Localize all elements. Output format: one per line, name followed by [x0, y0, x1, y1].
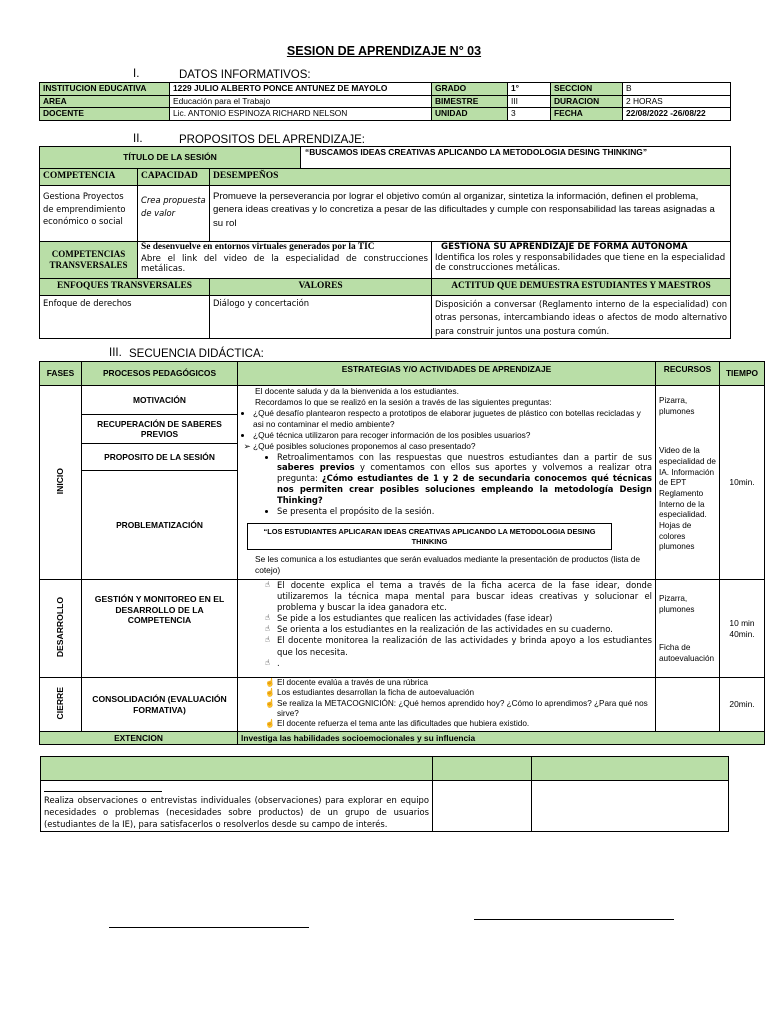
secuencia-table [39, 361, 765, 745]
ie-label: INSTITUCION EDUCATIVA [40, 83, 170, 96]
tic-text: Abre el link del video de la especialidad de construcciones metálicas. [141, 253, 429, 275]
competencia-label: COMPETENCIA [40, 169, 138, 186]
ie-value: 1229 JULIO ALBERTO PONCE ANTUNEZ DE MAYOLO [170, 83, 432, 96]
tiempo-desarrollo: 10 min 40min. [720, 580, 765, 678]
recursos-inicio-1: Pizarra, plumones [659, 396, 695, 416]
enfoque-value: Enfoque de derechos [40, 296, 210, 339]
valor-value: Diálogo y concertación [210, 296, 432, 339]
tiempo-inicio: 10min. [720, 386, 765, 580]
bottom-cell-3 [532, 781, 729, 832]
competencia-value: Gestiona Proyectos de emprendimiento económico o social [40, 186, 138, 242]
tiempo-cierre: 20min. [720, 678, 765, 732]
proceso-gestion: GESTIÓN Y MONITOREO EN EL DESARROLLO DE LA COMPETENCIA [82, 580, 238, 678]
retro-text-c: y comentamos con ellos sus aportes y volvemos a realizar otra pregunta: [277, 462, 652, 484]
bimestre-value: III [508, 95, 551, 108]
grado-label: GRADO [432, 83, 508, 96]
header-estrategias: ESTRATEGIAS Y/O ACTIVIDADES DE APRENDIZAJE [238, 362, 656, 386]
desarrollo-item-2: ☝ Se pide a los estudiantes que realicen las actividades (fase idear) [277, 613, 652, 624]
cierre-item-3: ☝ Se realiza la METACOGNICIÓN: ¿Qué hemos aprendido hoy? ¿Cómo lo aprendimos? ¿Para qué nos sirve? [277, 699, 652, 720]
inicio-intro-1: El docente saluda y da la bienvenida a los estudiantes. [255, 386, 459, 396]
desarrollo-item-5: ☝ . [277, 658, 652, 669]
retro-question: ¿Cómo estudiantes de 1 y 2 de secundaria conocemos qué técnicas nos permiten crear posibles soluciones empleando la metodología Design Thinking? [277, 473, 652, 506]
fase-inicio: INICIO [55, 468, 66, 495]
proceso-motivacion: MOTIVACIÓN [133, 394, 186, 405]
recursos-desarrollo-1: Pizarra, plumones [659, 594, 695, 614]
titulo-value: “BUSCAMOS IDEAS CREATIVAS APLICANDO LA METODOLOGIA DESING THINKING” [301, 147, 731, 169]
seccion-value: B [623, 83, 731, 96]
inicio-question-1: • ¿Qué desafío plantearon respecto a prototipos de elaborar juguetes de plástico con botellas recicladas y asi no contaminar el medio ambiente? [253, 408, 652, 430]
observaciones-text: Realiza observaciones o entrevistas individuales (observaciones) para explorar en equipo necesidades o problemas (necesidades sobre productos) de un grupo de usuarios (estudiantes de la IE), para satisfacerlos o resolverlos desde su campo de interés. [44, 795, 429, 830]
section-2-number: II. [133, 133, 143, 145]
seccion-label: SECCION [551, 83, 623, 96]
desarrollo-item-1: ☝ El docente explica el tema a través de la ficha acerca de la fase idear, donde utilizaremos la técnica mapa mental para buscar ideas creativas y solucionar el problema y buscar la idea ganadora etc. [277, 580, 652, 613]
tic-title: Se desenvuelve en entornos virtuales generados por la TIC [141, 242, 375, 252]
recursos-inicio-2: Video de la especialidad de IA. Información de EPT Reglamento Interno de la especialidad. Hojas de colores plumones [659, 446, 716, 552]
fecha-label: FECHA [551, 108, 623, 121]
fase-desarrollo: DESARROLLO [55, 597, 66, 658]
desarrollo-item-4: ☝ El docente monitorea la realización de las actividades y brinda apoyo a los estudiantes que los necesita. [277, 635, 652, 657]
capacidad-value: Crea propuesta de valor [138, 186, 210, 242]
titulo-label: TÍTULO DE LA SESIÓN [40, 147, 301, 169]
unidad-value: 3 [508, 108, 551, 121]
section-1-heading: DATOS INFORMATIVOS: [179, 69, 311, 81]
docente-value: Lic. ANTONIO ESPINOZA RICHARD NELSON [170, 108, 432, 121]
autonoma-text: Identifica los roles y responsabilidades que tiene en la especialidad de construcciones metálicas. [435, 252, 726, 274]
extension-label: EXTENCION [40, 732, 238, 745]
signature-line-left [109, 927, 309, 928]
desempenos-value: Promueve la perseverancia por lograr el objetivo común al organizar, sintetiza la información, definen el problema, genera ideas creativas y lo concretiza a pesar de las dificultades y cumple con responsabilidad las tareas asignadas a su rol [210, 186, 731, 242]
header-recursos: RECURSOS [656, 362, 720, 386]
proceso-proposito: PROPOSITO DE LA SESIÓN [104, 451, 215, 462]
bottom-header-1 [41, 757, 433, 781]
retro-text-a: Retroalimentamos con las respuestas que nuestros estudiantes dan a partir de sus [277, 451, 652, 462]
fase-cierre: CIERRE [55, 687, 66, 720]
proceso-problematizacion: PROBLEMATIZACIÓN [116, 519, 203, 530]
inicio-proposito: • Se presenta el propósito de la sesión. [277, 506, 652, 517]
autonoma-title: GESTIONA SU APRENDIZAJE DE FORMA AUTÓNOMA [441, 242, 688, 252]
proceso-recuperacion: RECUPERACIÓN DE SABERES PREVIOS [97, 418, 222, 439]
proposito-box: “LOS ESTUDIANTES APLICARAN IDEAS CREATIVAS APLICANDO LA METODOLOGIA DESING THINKING [247, 523, 612, 550]
inicio-evaluacion: Se les comunica a los estudiantes que serán evaluados mediante la presentación de productos (lista de cotejo) [255, 554, 641, 576]
unidad-label: UNIDAD [432, 108, 508, 121]
document-title: SESION DE APRENDIZAJE N° 03 [286, 44, 482, 58]
cierre-item-4: ☝ El docente refuerza el tema ante las dificultades que hubiera existido. [277, 719, 652, 729]
bottom-header-2 [433, 757, 532, 781]
area-label: AREA [40, 95, 170, 108]
observ-rule [44, 791, 162, 792]
bottom-cell-2 [433, 781, 532, 832]
bimestre-label: BIMESTRE [432, 95, 508, 108]
inicio-question-3: ➢ ¿Qué posibles soluciones proponemos al caso presentado? [253, 441, 652, 452]
fecha-value: 22/08/2022 -26/08/22 [623, 108, 731, 121]
section-2-heading: PROPOSITOS DEL APRENDIZAJE: [179, 134, 365, 146]
section-3-heading: SECUENCIA DIDÁCTICA: [129, 348, 264, 360]
recursos-desarrollo-2: Ficha de autoevaluación [659, 643, 715, 663]
duracion-value: 2 HORAS [623, 95, 731, 108]
cierre-item-1: ☝ El docente evalúa a través de una rúbrica [277, 678, 652, 688]
docente-label: DOCENTE [40, 108, 170, 121]
duracion-label: DURACION [551, 95, 623, 108]
desempenos-label: DESEMPEÑOS [210, 169, 731, 186]
datos-informativos-table [39, 82, 731, 121]
capacidad-label: CAPACIDAD [138, 169, 210, 186]
propositos-table [39, 146, 731, 339]
section-3-number: III. [109, 347, 122, 359]
signature-line-right [474, 919, 674, 920]
actitud-value: Disposición a conversar (Reglamento interno de la especialidad) con otras personas, intercambiando ideas o afectos de modo alternativo para construir juntos una postura común. [432, 296, 731, 339]
retro-text-b: saberes previos [277, 462, 355, 473]
actitud-label: ACTITUD QUE DEMUESTRA ESTUDIANTES Y MAESTROS [432, 279, 731, 296]
extension-value: Investiga las habilidades socioemocionales y su influencia [238, 732, 765, 745]
bottom-header-3 [532, 757, 729, 781]
section-1-number: I. [133, 68, 140, 80]
desarrollo-item-3: ☝ Se orienta a los estudiantes en la realización de las actividades en su cuaderno. [277, 624, 652, 635]
proceso-consolidacion: CONSOLIDACIÓN (EVALUACIÓN FORMATIVA) [82, 678, 238, 732]
header-tiempo: TIEMPO [720, 362, 765, 386]
bottom-table [40, 756, 729, 832]
valores-label: VALORES [210, 279, 432, 296]
cierre-item-2: ☝ Los estudiantes desarrollan la ficha de autoevaluación [277, 688, 652, 698]
enfoques-label: ENFOQUES TRANSVERSALES [40, 279, 210, 296]
transversales-label: COMPETENCIAS TRANSVERSALES [40, 242, 138, 279]
header-procesos: PROCESOS PEDAGÓGICOS [82, 362, 238, 386]
grado-value: 1° [508, 83, 551, 96]
inicio-intro-2: Recordamos lo que se realizó en la sesión a través de las siguientes preguntas: [255, 396, 552, 407]
area-value: Educación para el Trabajo [170, 95, 432, 108]
inicio-question-2: • ¿Qué técnica utilizaron para recoger información de los posibles usuarios? [253, 430, 652, 441]
header-fases: FASES [40, 362, 82, 386]
